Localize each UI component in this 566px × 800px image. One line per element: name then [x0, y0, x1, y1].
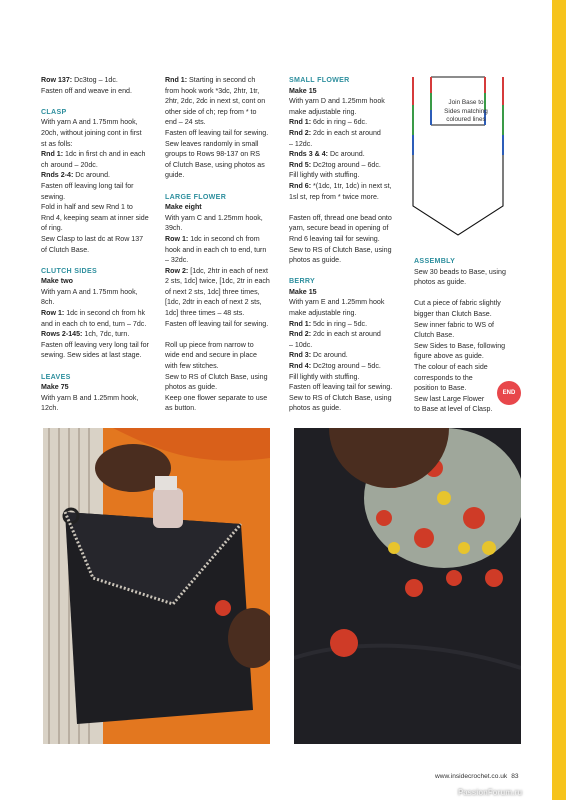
pattern-line [41, 234, 153, 245]
column-3 [289, 75, 401, 414]
step-text: Sew leaves randomly in small [165, 139, 259, 148]
section-heading: BERRY [289, 277, 316, 286]
pattern-line [165, 234, 277, 245]
step-text: Fill lightly with stuffing. [289, 372, 360, 381]
pattern-line [165, 382, 277, 393]
pattern-line [165, 350, 277, 361]
step-text: photos as guide. [165, 383, 218, 392]
clutch-photo-left [43, 428, 270, 744]
watermark: PassionForum.ru [458, 788, 523, 797]
pattern-line [414, 298, 526, 309]
step-text: Dc around. [328, 150, 365, 159]
step-text: Rnd 6 leaving tail for sewing. [289, 234, 380, 243]
step-text: [1dc, 2dtr in each of next 2 sts, [165, 298, 262, 307]
pattern-line [41, 75, 153, 86]
step-text: Dc2tog around – 6dc. [311, 160, 381, 169]
pattern-line [289, 192, 401, 203]
section-heading: LEAVES [41, 372, 71, 381]
pattern-line [414, 351, 526, 362]
step-label: Rnd 1: [165, 76, 188, 84]
pattern-line [41, 245, 153, 256]
step-text: with few stitches. [165, 362, 219, 371]
pattern-line [289, 181, 401, 192]
step-label: Rnd 2: [289, 128, 312, 137]
step-text: With yarn C and 1.25mm hook, [165, 213, 263, 222]
step-label: Rnd 1: [289, 319, 312, 328]
pattern-line [414, 362, 526, 373]
pattern-line [41, 393, 153, 404]
pattern-line [41, 192, 153, 203]
section-heading: CLUTCH SIDES [41, 266, 98, 275]
step-text: sewing. Sew sides at last stage. [41, 351, 142, 360]
step-text: figure above as guide. [414, 352, 484, 361]
footer-url: www.insidecrochet.co.uk [435, 773, 508, 780]
pattern-line [414, 267, 526, 278]
step-text: Roll up piece from narrow to [165, 340, 254, 349]
pattern-line [41, 139, 153, 150]
step-text: 2dc in each st around [311, 128, 381, 137]
step-text: Keep one flower separate to use [165, 393, 268, 402]
step-label: Row 2: [165, 266, 189, 275]
step-text: Rnd 4, keeping seam at inner side [41, 213, 149, 222]
step-label: Rows 2-145: [41, 330, 83, 339]
pattern-line [165, 372, 277, 383]
step-text: With yarn A and 1.75mm hook, [41, 118, 138, 127]
step-text: With yarn B and 1.25mm hook, [41, 393, 139, 402]
pattern-line [414, 277, 526, 288]
pattern-line [289, 340, 401, 351]
pattern-line [165, 160, 277, 171]
step-text: – 12dc. [289, 139, 313, 148]
pattern-line [289, 350, 401, 361]
step-label: Make 15 [289, 86, 317, 95]
pattern-line [289, 170, 401, 181]
end-badge: END [497, 381, 521, 405]
step-text: Fold in half and sew Rnd 1 to [41, 203, 133, 212]
step-text: 2htr, 2dc, 2dc in next st, cont on [165, 97, 266, 106]
pattern-line [165, 75, 277, 86]
step-text: Dc3tog – 1dc. [72, 76, 118, 84]
step-text: With yarn E and 1.25mm hook [289, 298, 385, 307]
step-text: [1dc, 2htr in each of next [188, 266, 268, 275]
step-text: wide end and secure in place [165, 351, 257, 360]
step-text: Sew last Large Flower [414, 394, 485, 403]
pattern-line [41, 308, 153, 319]
pattern-line [289, 223, 401, 234]
step-text: 1dc in second ch from [188, 234, 260, 243]
side-color-band [552, 0, 566, 800]
pattern-line [165, 340, 277, 351]
pattern-line [289, 308, 401, 319]
step-label: Rnd 4: [289, 362, 312, 371]
step-text: Cut a piece of fabric slightly [414, 299, 501, 308]
pattern-line [165, 308, 277, 319]
step-text: and in each ch to end, turn – 7dc. [41, 319, 147, 328]
pattern-line [41, 160, 153, 171]
step-text: 1sl st, rep from * twice more. [289, 192, 379, 201]
pattern-line [41, 202, 153, 213]
pattern-line [165, 361, 277, 372]
step-text: bigger than Clutch Base. [414, 309, 492, 318]
pattern-line [165, 149, 277, 160]
pattern-line [165, 86, 277, 97]
pattern-line [41, 319, 153, 330]
step-text: of Clutch Base, using photos as [165, 160, 265, 169]
step-label: Row 1: [41, 309, 65, 318]
step-text: Sew to RS of Clutch Base, using [289, 393, 392, 402]
step-text: Fasten off leaving very long tail for [41, 340, 149, 349]
step-label: Rnds 2-4: [41, 171, 74, 180]
diagram-label-line: coloured lines [446, 116, 486, 124]
step-text: st as folls: [41, 139, 73, 148]
step-text: Dc around. [311, 351, 348, 360]
pattern-line [289, 245, 401, 256]
step-text: Sew to RS of Clutch Base, using [165, 372, 268, 381]
step-text: Fasten off, thread one bead onto [289, 213, 392, 222]
section-heading: SMALL FLOWER [289, 76, 350, 84]
pattern-line [289, 86, 401, 97]
step-label: Rnd 1: [289, 118, 312, 127]
pattern-line [41, 128, 153, 139]
step-label: Rnd 6: [289, 181, 312, 190]
pattern-line [165, 393, 277, 404]
step-text: – 32dc. [165, 256, 189, 265]
step-text: of ring. [41, 224, 63, 233]
pattern-line [414, 320, 526, 331]
pattern-line [165, 223, 277, 234]
column-1 [41, 75, 153, 414]
pattern-line [289, 403, 401, 414]
pattern-line [165, 245, 277, 256]
step-text: With yarn A and 1.75mm hook, [41, 287, 138, 296]
step-label: Make eight [165, 203, 202, 212]
diagram-label-line: Sides matching [444, 107, 488, 115]
pattern-line [165, 287, 277, 298]
pattern-line [289, 96, 401, 107]
section-heading: LARGE FLOWER [165, 192, 227, 201]
step-text: from hook work *3dc, 2htr, 1tr, [165, 86, 260, 95]
step-text: Sew Clasp to last dc at Row 137 [41, 234, 144, 243]
pattern-line [165, 213, 277, 224]
pattern-line [41, 297, 153, 308]
pattern-line [289, 234, 401, 245]
pattern-line [41, 276, 153, 287]
pattern-line [414, 341, 526, 352]
step-text: Sew 30 beads to Base, using [414, 267, 506, 276]
pattern-line [289, 213, 401, 224]
step-text: Fasten off and weave in end. [41, 86, 132, 95]
step-text: 6dc in ring – 6dc. [311, 118, 368, 127]
pattern-line [41, 340, 153, 351]
step-text: 12ch. [41, 404, 59, 413]
pattern-line [41, 181, 153, 192]
step-text: Fill lightly with stuffing. [289, 171, 360, 180]
step-text: 39ch. [165, 224, 183, 233]
pattern-line [41, 223, 153, 234]
diagram-label [431, 99, 501, 125]
pattern-line [289, 139, 401, 150]
step-text: other side of ch; rep from * to [165, 107, 257, 116]
pattern-line [165, 319, 277, 330]
step-text: – 10dc. [289, 340, 313, 349]
step-label: Make 75 [41, 383, 69, 392]
step-label: Rnd 3: [289, 351, 312, 360]
pattern-line [41, 403, 153, 414]
step-text: Fasten off leaving tail for sewing. [165, 128, 269, 137]
step-label: Make 15 [289, 287, 317, 296]
pattern-line [289, 329, 401, 340]
pattern-line [289, 149, 401, 160]
pattern-line [165, 297, 277, 308]
step-text: photos as guide. [414, 278, 467, 287]
step-label: Rnd 1: [41, 150, 64, 159]
page-number: 83 [511, 773, 519, 780]
pattern-line [41, 287, 153, 298]
diagram-label-line: Join Base to [448, 99, 484, 106]
step-text: Starting in second ch [187, 76, 256, 84]
step-text: Fasten off leaving tail for sewing. [289, 383, 393, 392]
step-text: yarn, secure bead in opening of [289, 224, 389, 233]
pattern-line [165, 139, 277, 150]
step-text: sewing. [41, 192, 66, 201]
step-text: The colour of each side [414, 362, 488, 371]
pattern-line [165, 202, 277, 213]
pattern-line [289, 319, 401, 330]
pattern-line [41, 170, 153, 181]
step-text: of Clutch Base. [41, 245, 90, 254]
step-text: 1dc in first ch and in each [63, 150, 146, 159]
clutch-photo-right [294, 428, 521, 744]
step-text: as button. [165, 404, 197, 413]
step-text: 1ch, 7dc, turn. [82, 330, 130, 339]
step-text: 1dc] three times – 48 sts. [165, 309, 245, 318]
pattern-line [165, 266, 277, 277]
pattern-line [289, 128, 401, 139]
pattern-line [165, 170, 277, 181]
step-text: make adjustable ring. [289, 107, 357, 116]
pattern-line [289, 382, 401, 393]
column-2 [165, 75, 277, 414]
step-text: position to Base. [414, 384, 467, 393]
pattern-line [289, 372, 401, 383]
pattern-line [414, 309, 526, 320]
step-label: Row 1: [165, 234, 189, 243]
step-label: Rnd 5: [289, 160, 312, 169]
step-text: 2dc in each st around [311, 330, 381, 339]
step-text: ch around – 20dc. [41, 160, 98, 169]
step-text: photos as guide. [289, 404, 342, 413]
pattern-line [414, 330, 526, 341]
step-text: Sew Sides to Base, following [414, 341, 506, 350]
pattern-line [289, 297, 401, 308]
step-text: Dc2tog around – 5dc. [311, 362, 381, 371]
page-footer [435, 773, 519, 780]
step-text: groups to Rows 98-137 on RS [165, 150, 261, 159]
step-label: Make two [41, 277, 73, 286]
step-text: 8ch. [41, 298, 55, 307]
section-heading: ASSEMBLY [414, 257, 456, 265]
step-text: 5dc in ring – 5dc. [311, 319, 368, 328]
step-text: 1dc in second ch from hk [64, 309, 146, 318]
pattern-line [165, 107, 277, 118]
pattern-line [41, 86, 153, 97]
step-text: to Base at level of Clasp. [414, 405, 493, 414]
pattern-line [165, 117, 277, 128]
step-label: Rnd 2: [289, 330, 312, 339]
step-text: hook and in each ch to end, turn [165, 245, 267, 254]
pattern-line [41, 350, 153, 361]
step-text: 2 sts, 1dc] twice, [1dc, 2tr in each [165, 277, 270, 286]
pattern-line [41, 329, 153, 340]
step-text: guide. [165, 171, 185, 180]
step-text: corresponds to the [414, 373, 473, 382]
pattern-line [165, 96, 277, 107]
section-heading: CLASP [41, 107, 67, 116]
step-text: *(1dc, 1tr, 1dc) in next st, [311, 181, 392, 190]
step-text: photos as guide. [289, 256, 342, 265]
step-text: Sew to RS of Clutch Base, using [289, 245, 392, 254]
pattern-line [289, 160, 401, 171]
pattern-line [165, 128, 277, 139]
step-text: end – 24 sts. [165, 118, 206, 127]
step-text: of next 2 sts, 1dc] three times, [165, 287, 260, 296]
step-text: Sew inner fabric to WS of [414, 320, 495, 329]
pattern-line [165, 276, 277, 287]
step-text: Fasten off leaving tail for sewing. [165, 319, 269, 328]
pattern-line [289, 361, 401, 372]
pattern-line [165, 403, 277, 414]
step-label: Row 137: [41, 76, 73, 84]
pattern-line [289, 107, 401, 118]
step-text: make adjustable ring. [289, 309, 357, 318]
pattern-line [41, 149, 153, 160]
step-text: 20ch, without joining cont in first [41, 128, 142, 137]
pattern-line [289, 393, 401, 404]
pattern-line [41, 213, 153, 224]
step-text: Clutch Base. [414, 331, 455, 340]
pattern-line [41, 117, 153, 128]
pattern-line [414, 404, 526, 415]
pattern-line [165, 255, 277, 266]
pattern-line [289, 117, 401, 128]
pattern-line [41, 382, 153, 393]
step-text: Dc around. [73, 171, 110, 180]
pattern-line [289, 255, 401, 266]
step-text: Fasten off leaving long tail for [41, 181, 134, 190]
pattern-line [289, 287, 401, 298]
step-text: With yarn D and 1.25mm hook [289, 97, 385, 106]
step-label: Rnds 3 & 4: [289, 150, 329, 159]
